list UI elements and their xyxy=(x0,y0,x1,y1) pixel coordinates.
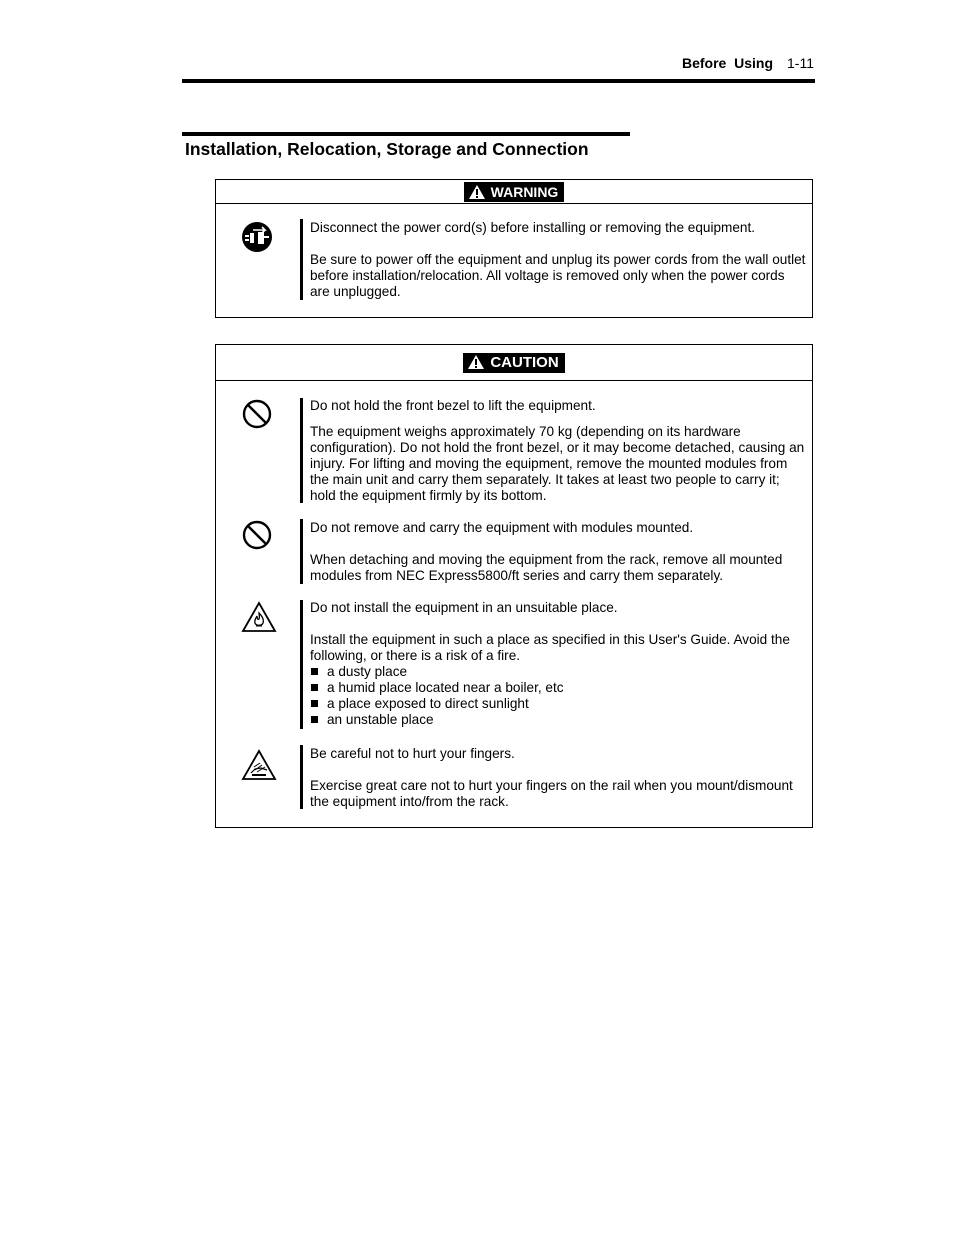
caution-body: When detaching and moving the equipment from the rack, remove all mounted modules from NEC Express5800/ft series and carry them separately. xyxy=(310,552,783,583)
caution-bar xyxy=(300,600,303,729)
caution-item xyxy=(216,745,812,811)
caution-text xyxy=(310,746,806,810)
caution-bar xyxy=(300,398,303,503)
caution-text xyxy=(310,398,806,504)
list-item: an unstable place xyxy=(310,712,806,728)
fire-hazard-icon xyxy=(241,601,277,633)
warning-item xyxy=(216,219,812,301)
list-item: a place exposed to direct sunlight xyxy=(310,696,806,712)
caution-item xyxy=(216,519,812,585)
warning-header xyxy=(216,180,812,204)
caution-header xyxy=(216,345,812,381)
prohibited-icon xyxy=(241,519,273,551)
caution-bar xyxy=(300,745,303,809)
caution-text xyxy=(310,520,806,584)
warning-bar xyxy=(300,219,303,300)
pinch-hazard-icon xyxy=(241,749,277,781)
caution-heading: Do not hold the front bezel to lift the equipment. xyxy=(310,398,596,413)
list-item: a humid place located near a boiler, etc xyxy=(310,680,806,696)
caution-badge xyxy=(463,353,564,373)
warning-box xyxy=(215,179,813,318)
header-rule xyxy=(182,79,815,83)
alert-triangle-icon xyxy=(468,184,486,200)
title-rule xyxy=(182,132,630,136)
warning-text xyxy=(310,220,806,300)
unplug-icon xyxy=(241,221,273,253)
caution-text xyxy=(310,600,806,728)
hazard-list xyxy=(310,664,806,728)
prohibited-icon xyxy=(241,398,273,430)
caution-heading: Be careful not to hurt your fingers. xyxy=(310,746,515,761)
caution-label: CAUTION xyxy=(490,354,559,371)
warning-badge xyxy=(464,182,565,202)
warning-label: WARNING xyxy=(490,184,559,200)
caution-body: The equipment weighs approximately 70 kg (depending on its hardware configuration). Do not hold the front bezel, or it may become detached, causing an injury. For lifting and moving the equipment, remove the mounted modules from the main unit and carry them separately. It takes at least two people to carry it; hold the equipment firmly by its bottom. xyxy=(310,424,805,503)
warning-body: Be sure to power off the equipment and unplug its power cords from the wall outlet before installation/relocation. All voltage is removed only when the power cords are unplugged. xyxy=(310,252,806,299)
section-title: Installation, Relocation, Storage and Connection xyxy=(185,139,589,159)
caution-bar xyxy=(300,519,303,584)
alert-triangle-icon xyxy=(467,354,485,370)
running-header xyxy=(182,55,814,79)
caution-heading: Do not remove and carry the equipment with modules mounted. xyxy=(310,520,694,535)
caution-item xyxy=(216,600,812,732)
caution-body: Exercise great care not to hurt your fingers on the rail when you mount/dismount the equipment into/from the rack. xyxy=(310,778,793,809)
caution-item xyxy=(216,398,812,506)
caution-body: Install the equipment in such a place as specified in this User's Guide. Avoid the following, or there is a risk of a fire. xyxy=(310,632,790,663)
page-number: 1-11 xyxy=(787,55,814,71)
caution-heading: Do not install the equipment in an unsuitable place. xyxy=(310,600,618,615)
header-section-title: Before Using xyxy=(682,55,774,71)
warning-heading: Disconnect the power cord(s) before installing or removing the equipment. xyxy=(310,220,756,235)
caution-box xyxy=(215,344,813,828)
list-item: a dusty place xyxy=(310,664,806,680)
